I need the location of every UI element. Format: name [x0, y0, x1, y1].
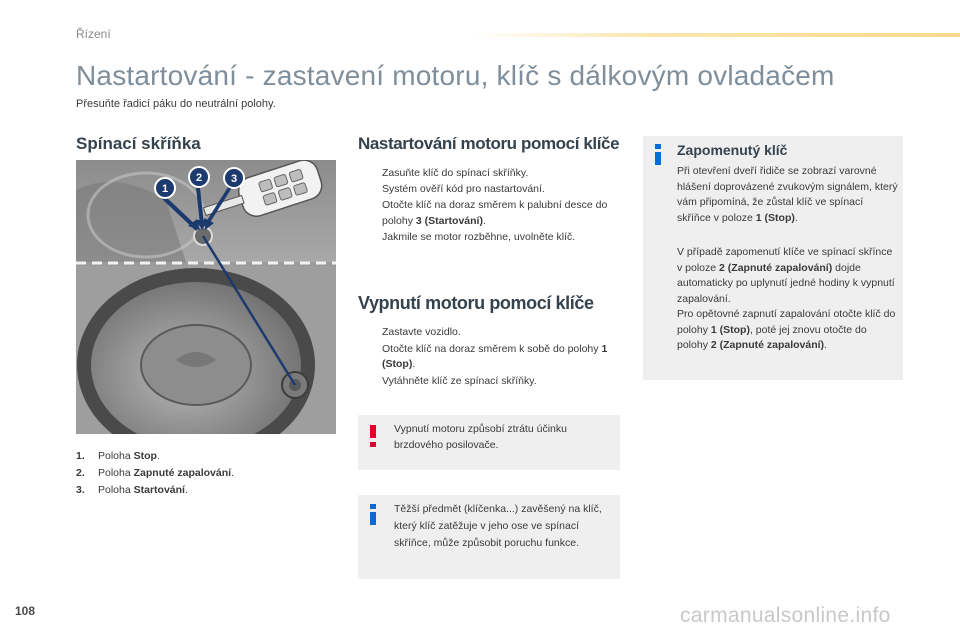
- svg-text:3: 3: [230, 173, 238, 185]
- legend-item-1: 1. Poloha Stop.: [76, 450, 160, 462]
- legend-item-2: 2. Poloha Zapnuté zapalování.: [76, 467, 234, 479]
- page-title: Nastartování - zastavení motoru, klíč s dálkovým ovladačem: [76, 60, 835, 91]
- heading-stop-engine: Vypnutí motoru pomocí klíče: [358, 293, 594, 313]
- intro-text: Přesuňte řadicí páku do neutrální polohy.: [76, 98, 276, 110]
- callout-3: [224, 168, 244, 188]
- stop-step-2: Otočte klíč na doraz směrem k sobě do polohy 1 (Stop).: [382, 342, 608, 370]
- warning-box: [358, 415, 620, 470]
- forgotten-key-title: Zapomenutý klíč: [677, 142, 788, 158]
- info-box: [358, 495, 620, 579]
- header-gradient-bar: [470, 33, 960, 37]
- start-step-2: Otočte klíč na doraz směrem k palubní desce do polohy 3 (Startování).: [382, 199, 608, 227]
- svg-text:2: 2: [195, 172, 203, 184]
- info-text: Těžší předmět (klíčenka...) zavěšený na klíč, který klíč zatěžuje v jeho ose ve spínací skříňce, může způsobit poruchu funkce.: [394, 503, 602, 549]
- stop-step-1: Zastavte vozidlo.: [382, 326, 461, 338]
- heading-ignition-switch: Spínací skříňka: [76, 134, 201, 153]
- forgotten-key-paragraph-1: Při otevření dveří řidiče se zobrazí varovné hlášení doprovázené zvukovým signálem, který vám připomíná, že zůstal klíč ve spínací skříňce v poloze 1 (Stop).: [677, 165, 898, 224]
- forgotten-key-paragraph-2: V případě zapomenutí klíče ve spínací skřínce v poloze 2 (Zapnuté zapalování) dojde automaticky po uplynutí jedné hodiny k vypnutí zapalování. Pro opětovné zapnutí zapalování otočte klíč do polohy 1 (Stop), poté jej znovu otočte do polohy 2 (Zapnuté zapalování).: [677, 246, 896, 351]
- ignition-switch-illustration: [76, 160, 336, 434]
- ignition-illustration-svg: [76, 160, 336, 434]
- ignition-legend: [76, 448, 234, 499]
- info-icon: [370, 504, 376, 509]
- stop-steps-list: [358, 325, 620, 390]
- page-number: 108: [15, 604, 36, 618]
- svg-text:1: 1: [161, 183, 169, 195]
- legend-item-3: 3. Poloha Startování.: [76, 484, 188, 496]
- start-steps-list: [358, 166, 620, 247]
- stop-step-3: Vytáhněte klíč ze spínací skříňky.: [382, 374, 537, 387]
- callout-2: [189, 167, 209, 187]
- info-icon: [655, 144, 661, 149]
- watermark: carmanualsonline.info: [680, 604, 891, 627]
- section-label: Řízení: [76, 27, 111, 41]
- start-step-1: Zasuňte klíč do spínací skříňky. Systém ověří kód pro nastartování.: [382, 167, 545, 195]
- heading-start-engine: Nastartování motoru pomocí klíče: [358, 134, 620, 153]
- warning-icon: [370, 425, 376, 438]
- callout-1: [155, 178, 175, 198]
- start-step-3: Jakmile se motor rozběhne, uvolněte klíč.: [382, 231, 576, 243]
- warning-text: Vypnutí motoru způsobí ztrátu účinku brzdového posilovače.: [394, 423, 567, 451]
